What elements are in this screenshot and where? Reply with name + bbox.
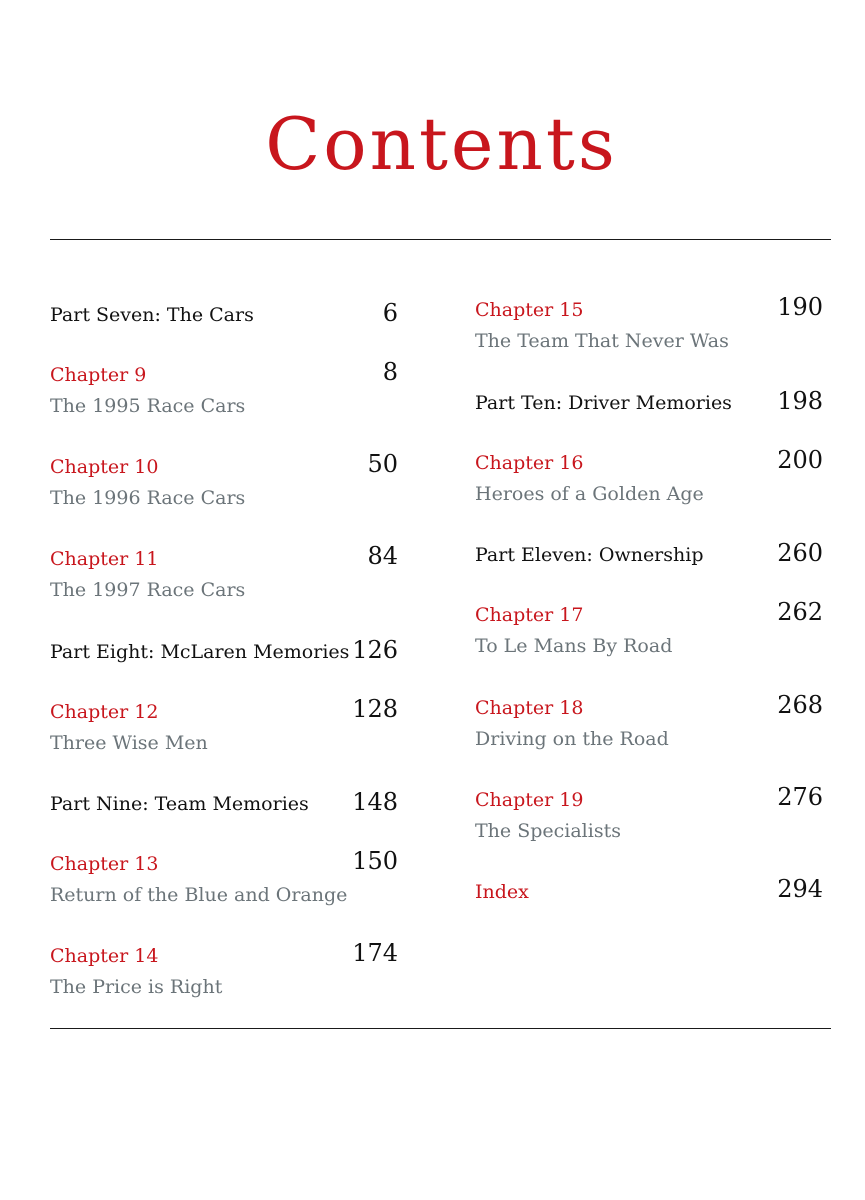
entry-label: Chapter 10: [50, 456, 159, 478]
bottom-divider: [50, 1028, 831, 1029]
entry-page-number: 150: [352, 847, 398, 875]
entry-subtitle: Return of the Blue and Orange: [50, 884, 348, 906]
entry-label: Index: [475, 881, 529, 903]
entry-page-number: 190: [777, 293, 823, 321]
entry-page-number: 50: [367, 450, 398, 478]
entry-label: Chapter 14: [50, 945, 159, 967]
entry-subtitle: The 1996 Race Cars: [50, 487, 246, 509]
entry-label: Part Ten: Driver Memories: [475, 392, 732, 414]
entry-page-number: 174: [352, 939, 398, 967]
entry-page-number: 294: [777, 875, 823, 903]
entry-subtitle: The Price is Right: [50, 976, 223, 998]
entry-page-number: 276: [777, 783, 823, 811]
entry-page-number: 6: [382, 299, 398, 327]
entry-label: Chapter 17: [475, 604, 584, 626]
entry-page-number: 84: [367, 542, 398, 570]
top-divider: [50, 239, 831, 240]
entry-page-number: 8: [382, 358, 398, 386]
entry-subtitle: To Le Mans By Road: [475, 635, 673, 657]
entry-page-number: 268: [777, 691, 823, 719]
page-title: Contents: [265, 102, 618, 186]
entry-page-number: 148: [352, 788, 398, 816]
entry-subtitle: The 1997 Race Cars: [50, 579, 246, 601]
entry-label: Chapter 19: [475, 789, 584, 811]
entry-page-number: 262: [777, 598, 823, 626]
entry-subtitle: Three Wise Men: [50, 732, 208, 754]
entry-label: Chapter 16: [475, 452, 584, 474]
entry-page-number: 198: [777, 387, 823, 415]
entry-subtitle: The Team That Never Was: [475, 330, 729, 352]
entry-label: Chapter 12: [50, 701, 159, 723]
entry-label: Chapter 15: [475, 299, 584, 321]
entry-label: Chapter 9: [50, 364, 147, 386]
entry-subtitle: Heroes of a Golden Age: [475, 483, 704, 505]
entry-page-number: 260: [777, 539, 823, 567]
entry-page-number: 126: [352, 636, 398, 664]
entry-label: Part Seven: The Cars: [50, 304, 254, 326]
entry-label: Chapter 11: [50, 548, 159, 570]
entry-label: Chapter 18: [475, 697, 584, 719]
entry-subtitle: The 1995 Race Cars: [50, 395, 246, 417]
entry-label: Part Eight: McLaren Memories: [50, 641, 350, 663]
entry-label: Part Nine: Team Memories: [50, 793, 309, 815]
entry-page-number: 200: [777, 446, 823, 474]
entry-label: Chapter 13: [50, 853, 159, 875]
entry-page-number: 128: [352, 695, 398, 723]
entry-subtitle: The Specialists: [475, 820, 621, 842]
entry-label: Part Eleven: Ownership: [475, 544, 704, 566]
entry-subtitle: Driving on the Road: [475, 728, 669, 750]
